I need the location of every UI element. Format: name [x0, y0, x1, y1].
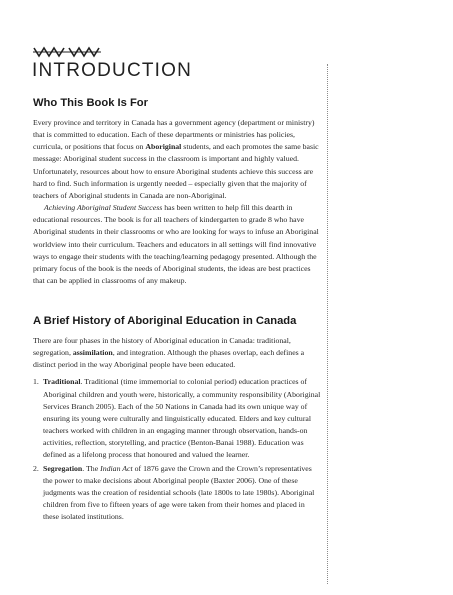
section-heading: Who This Book Is For: [33, 97, 148, 109]
list-number: 1.: [33, 377, 39, 387]
paragraph: Achieving Aboriginal Student Success has been written to help fill this dearth in educational resources. The book is for all teachers of kindergarten to grade 8 who have Aboriginal students in their classrooms or who are looking for ways to infuse an Aboriginal worldview into their curriculum. Teachers and educators in all settings will find innovative ways to engage their students with the teaching/learning pedagogy presented. Although the primary focus of the book is the needs of Aboriginal students, the ideas are best practices that can be applied in classrooms of any makeup.: [33, 203, 319, 286]
chapter-title: INTRODUCTION: [32, 60, 193, 81]
book-title: Achieving Aboriginal Student Success: [44, 203, 163, 213]
phase-term: Segregation: [43, 463, 83, 473]
list-item: 2. Segregation. The Indian Act of 1876 gave the Crown and the Crown’s representatives the power to make decisions about Aboriginal people (Baxter 2006). One of these judgments was the creation of residential schools (late 1800s to late 1980s). Aboriginal children from five to fifteen years of age were taken from their homes and placed in these isolated institutions.: [33, 463, 315, 522]
act-title: Indian Act: [100, 463, 133, 473]
list-item: 1. Traditional. Traditional (time immemorial to colonial period) education practices of Aboriginal children and youth were, historically, a community responsibility (Aboriginal Services Branch 2005). Each of the 50 Nations in Canada had its own unique way of ensuring its young were culturally and linguistically educated. Elders and key cultural teachers worked with children in an engaging manner through observation, hands-on activities, reflection, storytelling, and practice (Benton-Banai 1988). Education was defined as a lifelong process that honoured and valued the learner.: [33, 377, 321, 460]
chapter-ornament-icon: [33, 46, 101, 58]
paragraph: Every province and territory in Canada has a government agency (department or ministry) that is committed to education. Each of these departments or ministries has policies, curricula, or positions that focus on Aboriginal students, and each promotes the same basic message: Aboriginal student success in the classroom is important and highly valued. Unfortunately, resources about how to ensure Aboriginal students achieve this success are hard to find. Such information is urgently needed – especially given that the majority of teachers of Aboriginal students in Canada are non-Aboriginal.: [33, 118, 319, 200]
section-heading: A Brief History of Aboriginal Education in Canada: [33, 315, 297, 327]
phase-term: Traditional: [43, 377, 81, 387]
list-number: 2.: [33, 463, 39, 473]
margin-divider: [327, 64, 328, 584]
paragraph: There are four phases in the history of Aboriginal education in Canada: traditional, segregation, assimilation, and integration. Although the phases overlap, each defines a distinct period in the way Aboriginal people have been educated.: [33, 336, 305, 370]
phase-list: [33, 376, 321, 523]
section-who-this-book-is-for: [33, 96, 321, 287]
section-brief-history: [33, 314, 321, 524]
glossary-term: assimilation: [72, 348, 113, 358]
glossary-term: Aboriginal: [145, 142, 182, 152]
